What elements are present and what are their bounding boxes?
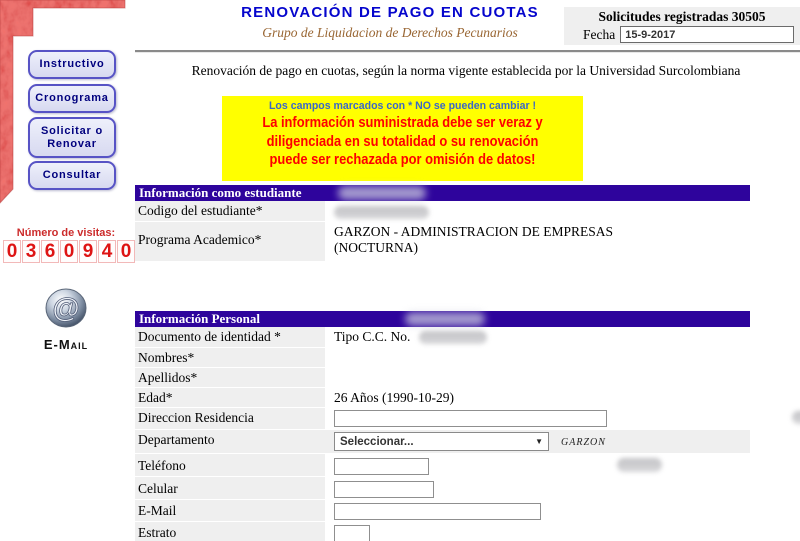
nav-button-consultar[interactable] [28, 161, 116, 190]
redacted-value [419, 331, 487, 344]
form-row-apellidos [135, 368, 750, 388]
visit-counter-digit: 9 [79, 240, 97, 263]
nav-button-label: Consultar [42, 169, 102, 182]
field-label: Programa Academico* [135, 222, 325, 262]
celular-input[interactable] [334, 481, 434, 498]
warning-box [222, 96, 583, 181]
email-link[interactable] [0, 287, 132, 352]
form-row-edad [135, 388, 750, 408]
field-label: Codigo del estudiante* [135, 201, 325, 222]
field-label: E-Mail [135, 500, 325, 522]
nav-button-instructivo[interactable] [28, 50, 116, 79]
warning-veracity-note: La información suministrada debe ser veraz y diligenciada en su totalidad o su renovación puede ser rechazada por omisión de datos! [262, 114, 543, 168]
form-row-nombres [135, 348, 750, 368]
form-row-departamento [135, 430, 750, 454]
visit-counter-digit: 4 [98, 240, 116, 263]
programa-value: GARZON - ADMINISTRACION DE EMPRESAS (NOCTURNA) [334, 224, 614, 255]
visit-counter-digit: 0 [117, 240, 135, 263]
nav-button-label: Solicitar o Renovar [41, 124, 103, 150]
nav-button-cronograma[interactable] [28, 84, 116, 113]
intro-text: Renovación de pago en cuotas, según la norma vigente establecida por la Universidad Surcolombiana [191, 63, 741, 78]
redacted-value [405, 312, 485, 326]
field-label: Edad* [135, 388, 325, 408]
field-label: Apellidos* [135, 368, 325, 388]
page-title: RENOVACIÓN DE PAGO EN CUOTAS [241, 4, 539, 21]
field-label: Nombres* [135, 348, 325, 368]
chevron-down-icon: ▼ [535, 436, 543, 446]
form-row-programa [135, 222, 750, 262]
field-label: Teléfono [135, 454, 325, 477]
warning-fields-note: Los campos marcados con * NO se pueden cambiar ! [268, 100, 537, 112]
form-row-direccion [135, 408, 750, 430]
email-globe-icon [43, 287, 89, 331]
field-label: Direccion Residencia [135, 408, 325, 430]
redacted-value [617, 458, 662, 472]
estrato-input[interactable] [334, 525, 370, 541]
personal-info-section [135, 311, 750, 541]
page-subtitle: Grupo de Liquidacion de Derechos Pecunarios [262, 25, 518, 40]
form-row-documento [135, 327, 750, 348]
redacted-value [334, 206, 429, 219]
date-input[interactable] [620, 26, 794, 43]
direccion-input[interactable] [334, 410, 607, 427]
visit-counter-digit: 0 [3, 240, 21, 263]
email-input[interactable] [334, 503, 541, 520]
section-title: Información como estudiante [139, 185, 302, 200]
header-divider [135, 50, 800, 53]
visit-counter-digit: 0 [60, 240, 78, 263]
email-link-label: E-Mail [43, 337, 89, 352]
visit-counter-digit: 3 [22, 240, 40, 263]
documento-tipo-text: Tipo C.C. No. [334, 329, 411, 344]
section-title: Información Personal [139, 311, 260, 326]
student-info-section-header [135, 185, 750, 201]
edad-value: 26 Años (1990-10-29) [334, 390, 454, 405]
nav-button-label: Cronograma [35, 92, 109, 105]
requests-registered-panel [564, 7, 800, 45]
nav-button-solicitar-renovar[interactable] [28, 117, 116, 158]
field-label: Celular [135, 477, 325, 500]
visit-counter-label: Número de visitas: [16, 227, 116, 239]
form-row-estrato [135, 522, 750, 541]
visit-counter-digit: 6 [41, 240, 59, 263]
redacted-value [338, 186, 426, 200]
requests-registered-count: Solicitudes registradas 30505 [598, 9, 766, 24]
personal-info-section-header [135, 311, 750, 327]
form-row-email [135, 500, 750, 522]
departamento-selected-option: Seleccionar... [340, 435, 414, 448]
form-row-celular [135, 477, 750, 500]
redacted-value [792, 411, 800, 424]
date-label: Fecha [583, 26, 616, 42]
form-row-telefono [135, 454, 750, 477]
form-row-codigo [135, 201, 750, 222]
field-label: Estrato [135, 522, 325, 541]
nav-button-label: Instructivo [39, 58, 105, 71]
departamento-hint: GARZON [561, 436, 606, 448]
telefono-input[interactable] [334, 458, 429, 475]
field-label: Departamento [135, 430, 325, 453]
student-info-section [135, 185, 750, 262]
field-label: Documento de identidad * [135, 327, 325, 348]
departamento-select[interactable] [334, 432, 549, 451]
visit-counter [3, 240, 136, 263]
svg-text:@: @ [52, 292, 80, 323]
